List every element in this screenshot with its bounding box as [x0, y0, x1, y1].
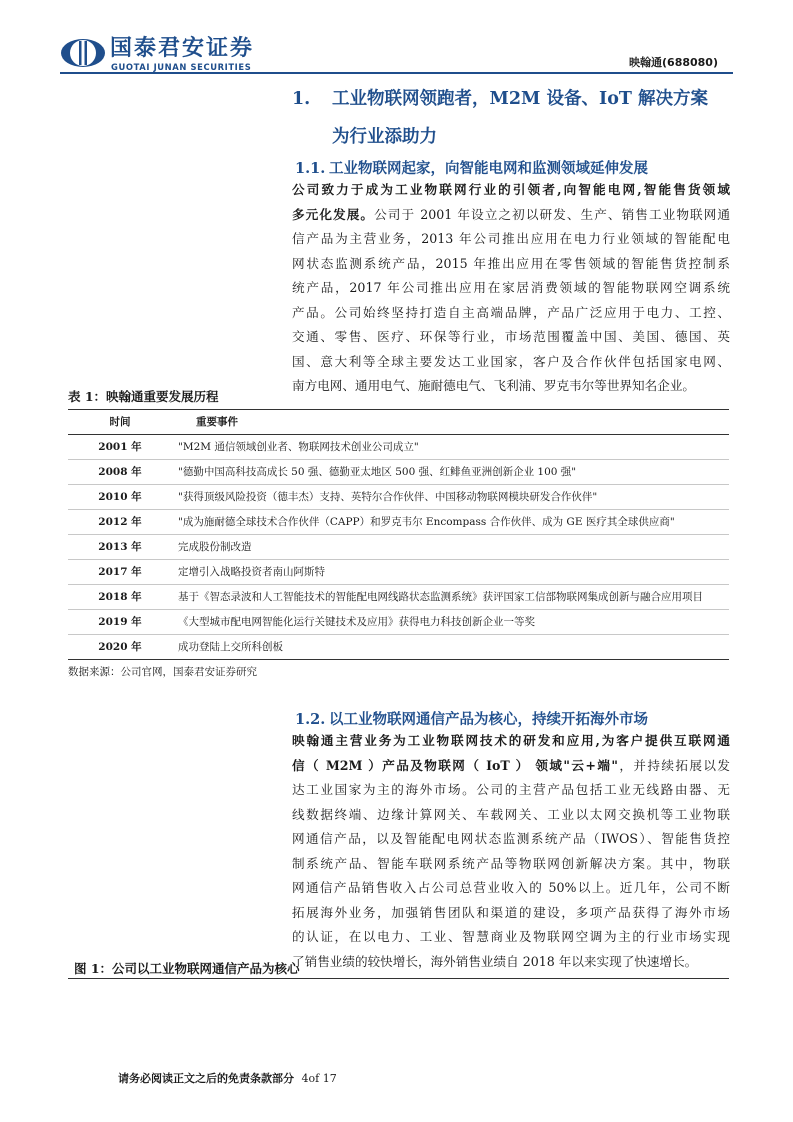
- logo-cn: 国泰君安证券: [110, 36, 255, 61]
- table-event: "成为施耐德全球技术合作伙伴（CAPP）和罗克韦尔 Encompass 合作伙伴、成为 GE 医疗其全球供应商": [172, 510, 729, 535]
- section-1-2-body: [292, 729, 730, 974]
- section-1-title-line2: 为行业添助力: [332, 127, 437, 147]
- table-row: [68, 510, 729, 535]
- section-1-2-number: 1.2.: [295, 711, 326, 728]
- table-year: 2008 年: [68, 460, 172, 485]
- body-line: 的认证，在以电力、工业、智慧商业及物联网空调为主的行业市场实现: [292, 929, 730, 944]
- body-line: 南方电网、通用电气、施耐德电气、飞利浦、罗克韦尔等世界知名企业。: [292, 378, 695, 393]
- body-line: 交通、零售、医疗、环保等行业，市场范围覆盖中国、美国、德国、英: [292, 329, 730, 344]
- body-line: 制系统产品、智能车联网系统产品等物联网创新解决方案。其中，物联: [292, 855, 730, 871]
- table-year: 2001 年: [68, 435, 172, 460]
- table-1: [68, 409, 729, 680]
- table-header-row: [68, 410, 729, 435]
- body-line: 网通信产品，以及智能配电网状态监测系统产品（IWOS）、智能售货控: [292, 831, 730, 846]
- table-row: [68, 460, 729, 485]
- table-event: 定增引入战略投资者南山阿斯特: [172, 560, 729, 585]
- section-1-1-heading: [295, 158, 648, 180]
- table-row: [68, 635, 729, 660]
- section-1-1-title: 工业物联网起家，向智能电网和监测领域延伸发展: [329, 160, 648, 177]
- body-line: 网通信产品销售收入占公司总营业收入的 50%以上。近几年，公司不断: [292, 880, 730, 895]
- section-1-2-title: 以工业物联网通信产品为核心，持续开拓海外市场: [329, 711, 648, 728]
- col-time-header: 时间: [68, 410, 172, 435]
- body-line: 网状态监测系统产品，2015 年推出应用在零售领域的智能售货控制系: [292, 255, 730, 271]
- table-event: "M2M 通信领域创业者、物联网技术创业公司成立": [172, 435, 729, 460]
- body-line: 信（ M2M ）产品及物联网（ IoT ） 领域"云+端"，并持续拓展以发: [292, 757, 731, 773]
- table-row: [68, 535, 729, 560]
- table-event: 成功登陆上交所科创板: [172, 635, 729, 660]
- table-year: 2017 年: [68, 560, 172, 585]
- table-event: 《大型城市配电网智能化运行关键技术及应用》获得电力科技创新企业一等奖: [172, 610, 729, 635]
- table-year: 2018 年: [68, 585, 172, 610]
- table-event: 完成股份制改造: [172, 535, 729, 560]
- table-year: 2013 年: [68, 535, 172, 560]
- table-row: [68, 435, 729, 460]
- table-event: 基于《智态录波和人工智能技术的智能配电网线路状态监测系统》获评国家工信部物联网集成创新与融合应用项目: [172, 585, 729, 610]
- figure-1-caption-bar: [68, 960, 729, 979]
- header-rule: [60, 72, 733, 74]
- body-line: 拓展海外业务，加强销售团队和渠道的建设，多项产品获得了海外市场: [292, 904, 730, 920]
- table-year: 2010 年: [68, 485, 172, 510]
- guotai-logo-icon: [60, 38, 106, 68]
- table-1-caption: 表 1：映翰通重要发展历程: [68, 389, 219, 404]
- body-line: 信产品为主营业务，2013 年公司推出应用在电力行业领域的智能配电: [292, 231, 730, 246]
- body-line: 多元化发展。公司于 2001 年设立之初以研发、生产、销售工业物联网通: [292, 206, 730, 222]
- company-ticker: 映翰通(688080): [629, 56, 718, 69]
- section-1-title-line1: 工业物联网领跑者，M2M 设备、IoT 解决方案: [332, 89, 708, 109]
- section-1-1-number: 1.1.: [295, 160, 326, 177]
- body-line: 线数据终端、边缘计算网关、车载网关、工业以太网交换机等工业物联: [292, 806, 730, 822]
- body-line: 了销售业绩的较快增长，海外销售业绩自 2018 年以来实现了快速增长。: [292, 953, 698, 969]
- body-line: 达工业国家为主的海外市场。公司的主营产品包括工业无线路由器、无: [292, 782, 730, 797]
- section-1-number: 1.: [292, 89, 311, 109]
- col-event-header: 重要事件: [172, 410, 729, 435]
- footer-disclaimer: 请务必阅读正文之后的免责条款部分: [118, 1072, 294, 1085]
- figure-1-caption: 图 1：公司以工业物联网通信产品为核心: [74, 961, 300, 976]
- section-1-2-heading: [295, 709, 648, 731]
- body-line: 产品。公司始终坚持打造自主高端品牌，产品广泛应用于电力、工控、: [292, 304, 730, 320]
- table-row: [68, 560, 729, 585]
- table-event: "德勤中国高科技高成长 50 强、德勤亚太地区 500 强、红鲱鱼亚洲创新企业 100 强": [172, 460, 729, 485]
- body-line: 统产品，2017 年公司推出应用在家居消费领域的智能物联网空调系统: [292, 280, 730, 295]
- table-row: [68, 485, 729, 510]
- table-year: 2012 年: [68, 510, 172, 535]
- table-event: "获得顶级风险投资（德丰杰）支持、英特尔合作伙伴、中国移动物联网模块研发合作伙伴": [172, 485, 729, 510]
- body-line: 国、意大利等全球主要发达工业国家，客户及合作伙伴包括国家电网、: [292, 353, 730, 369]
- table-1-source: 数据来源：公司官网，国泰君安证券研究: [68, 666, 257, 678]
- footer: [118, 1071, 337, 1087]
- table-year: 2020 年: [68, 635, 172, 660]
- body-line: 公司致力于成为工业物联网行业的引领者,向智能电网,智能售货领域: [292, 182, 730, 197]
- body-line: 映翰通主营业务为工业物联网技术的研发和应用,为客户提供互联网通: [292, 733, 730, 748]
- table-year: 2019 年: [68, 610, 172, 635]
- section-1-1-body: [292, 178, 730, 399]
- table-row: [68, 610, 729, 635]
- logo-en: GUOTAI JUNAN SECURITIES: [111, 62, 252, 72]
- section-1-heading: [292, 86, 732, 150]
- page-number: 4of 17: [301, 1072, 337, 1085]
- header: [0, 0, 793, 80]
- table-row: [68, 585, 729, 610]
